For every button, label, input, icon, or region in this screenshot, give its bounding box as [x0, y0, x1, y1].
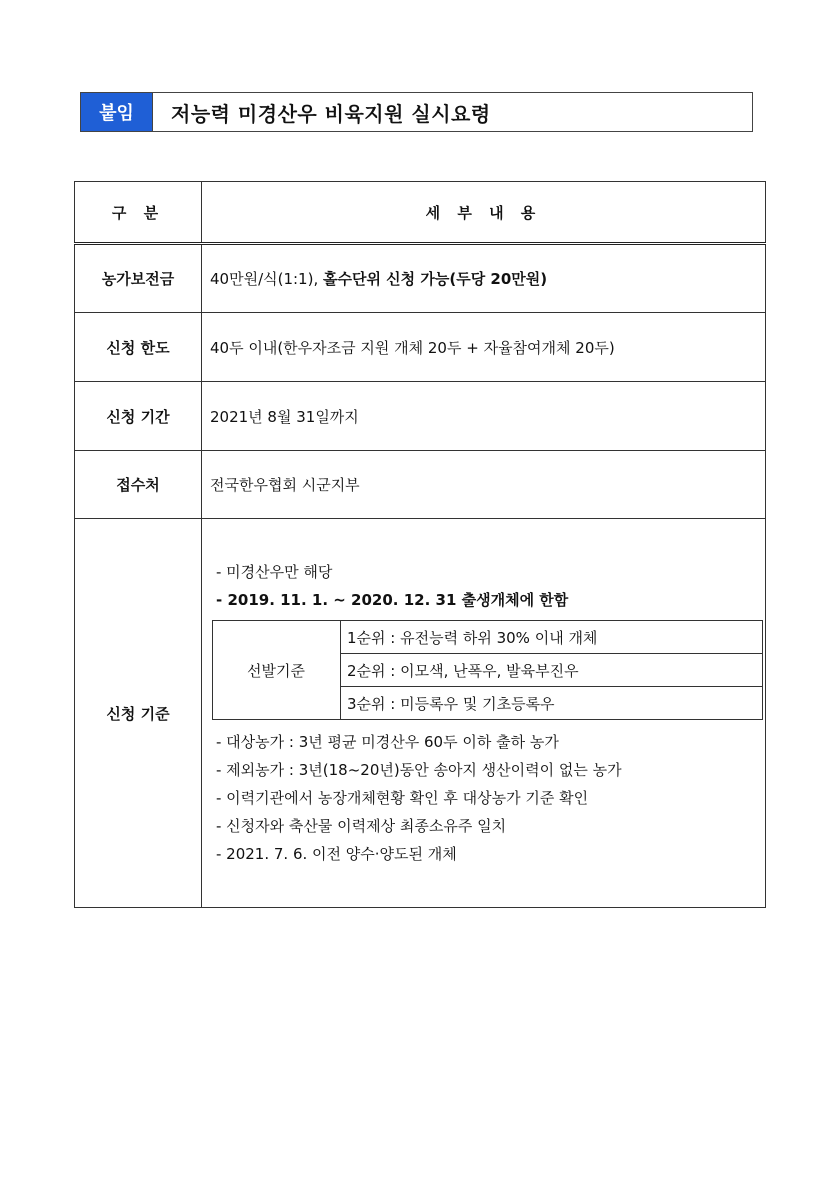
- row-label: 신청 한도: [75, 313, 202, 382]
- row-label: 접수처: [75, 451, 202, 519]
- table-row: [75, 519, 766, 908]
- document-title: 저능력 미경산우 비육지원 실시요령: [171, 101, 491, 126]
- criteria-content: [202, 519, 766, 908]
- row-content: 2021년 8월 31일까지: [202, 382, 766, 451]
- criteria-line: - 미경산우만 해당: [216, 563, 333, 581]
- criteria-note: - 신청자와 축산물 이력제상 최종소유주 일치: [216, 817, 507, 835]
- title-box: [80, 92, 753, 132]
- header-category: 구 분: [75, 182, 202, 244]
- table-row: [75, 382, 766, 451]
- criteria-note: - 대상농가 : 3년 평균 미경산우 60두 이하 출하 농가: [216, 733, 559, 751]
- selection-item: 3순위 : 미등록우 및 기초등록우: [341, 687, 763, 720]
- main-table: [74, 181, 766, 908]
- header-details: 세 부 내 용: [202, 182, 766, 244]
- table-row: [75, 451, 766, 519]
- row-label: 농가보전금: [75, 244, 202, 313]
- selection-table: [212, 620, 763, 720]
- criteria-line: - 2019. 11. 1. ~ 2020. 12. 31 출생개체에 한함: [216, 591, 569, 609]
- content-bold: 홀수단위 신청 가능(두당 20만원): [323, 270, 548, 288]
- row-content: [202, 244, 766, 313]
- selection-label: 선발기준: [213, 621, 341, 720]
- content-plain: 40만원/식(1:1),: [210, 270, 323, 288]
- selection-item: 2순위 : 이모색, 난폭우, 발육부진우: [341, 654, 763, 687]
- row-content: 전국한우협회 시군지부: [202, 451, 766, 519]
- attachment-badge: 붙임: [81, 93, 153, 131]
- selection-item: 1순위 : 유전능력 하위 30% 이내 개체: [341, 621, 763, 654]
- criteria-note: - 2021. 7. 6. 이전 양수·양도된 개체: [216, 845, 457, 863]
- criteria-note: - 이력기관에서 농장개체현황 확인 후 대상농가 기준 확인: [216, 789, 589, 807]
- table-row: [75, 244, 766, 313]
- row-label: 신청 기준: [75, 519, 202, 908]
- row-content: 40두 이내(한우자조금 지원 개체 20두 + 자율참여개체 20두): [202, 313, 766, 382]
- table-header-row: [75, 182, 766, 244]
- row-label: 신청 기간: [75, 382, 202, 451]
- table-row: [75, 313, 766, 382]
- criteria-note: - 제외농가 : 3년(18~20년)동안 송아지 생산이력이 없는 농가: [216, 761, 622, 779]
